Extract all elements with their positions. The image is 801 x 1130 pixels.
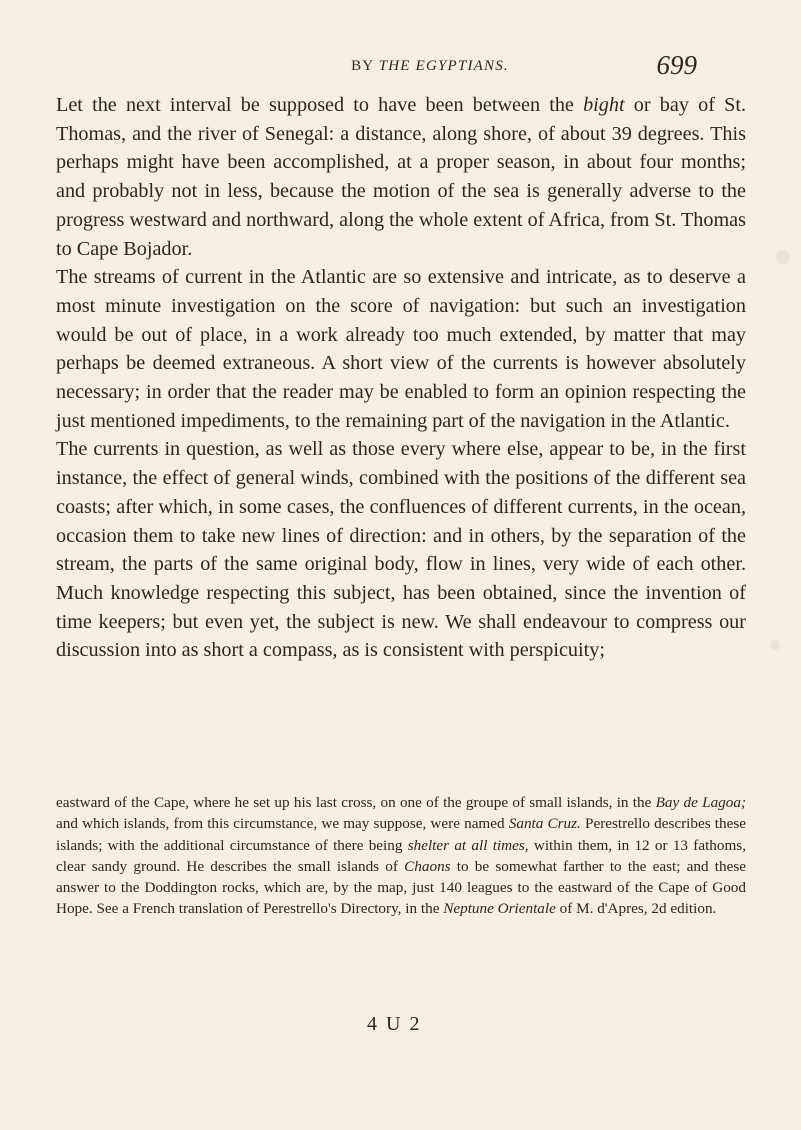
- paragraph-2: The streams of current in the Atlantic are so extensive and intricate, as to deserve a most minute investigation on the score of navigation: but such an investigation would be out of place, in a work already too much extended, by matter that may perhaps be deemed extraneous. A short view of the currents is however absolutely necessary; in order that the reader may be enabled to form an opinion respecting the just mentioned impediments, to the remaining part of the navigation in the Atlantic.: [56, 266, 746, 432]
- running-head-title: THE EGYPTIANS.: [378, 58, 509, 74]
- paragraph-3: The currents in question, as well as those every where else, appear to be, in the first instance, the effect of general winds, combined with the positions of the different sea coasts; after which, in some cases, the confluences of different currents, in the ocean, occasion them to take new lines of direction: and in others, by the separation of the stream, the parts of the same original body, flow in lines, very wide of each other. Much knowledge respecting this subject, has been obtained, since the invention of time keepers; but even yet, the subject is new. We shall endeavour to compress our discussion into as short a compass, as is consistent with perspicuity;: [56, 438, 746, 662]
- footnote-text: Perestrello describes these islands; with the additional circumstance of there being: [56, 815, 746, 854]
- footnote-text: to be somewhat farther to the east; and these answer to the Doddington rocks, which are, by the map, just 140 leagues to the eastward of the Cape of Good Hope. See a French translation of Perestrello's Directory, in the: [56, 857, 746, 918]
- footnote-italic: Bay de Lagoa;: [655, 794, 746, 811]
- main-text: [56, 91, 746, 665]
- footnote-text: , within them, in 12 or 13 fathoms, clear sandy ground. He describes the small islands of: [56, 836, 747, 875]
- paragraph-1: [56, 91, 746, 263]
- footnote-italic: Chaons: [404, 857, 451, 875]
- footnote-italic: Santa Cruz.: [508, 815, 581, 833]
- paragraph-1-start: Let the next interval be supposed to have been between the: [56, 94, 584, 116]
- paper-stain: [776, 250, 790, 264]
- running-head-prefix: BY: [351, 58, 379, 74]
- footnote-text: eastward of the Cape, where he set up his last cross, on one of the groupe of small islands, in the: [56, 794, 656, 811]
- paragraph-1-end: or bay of St. Thomas, and the river of Senegal: a distance, along shore, of about 39 degrees. This perhaps might have been accomplished, at a proper season, in about four months; and probably not in less, because the motion of the sea is generally adverse to the progress westward and northward, along the whole extent of Africa, from St. Thomas to Cape Bojador.: [56, 94, 746, 260]
- signature-mark: 4 U 2: [367, 1013, 422, 1035]
- bight-emphasis: bight: [583, 94, 625, 116]
- footnote: [56, 792, 746, 920]
- footnote-text: and which islands, from this circumstance, we may suppose, were named: [56, 815, 509, 833]
- footnote-italic: shelter at all times: [407, 836, 525, 854]
- footnote-text: of M. d'Apres, 2d edition.: [555, 900, 717, 918]
- paper-stain: [770, 640, 780, 650]
- running-head: [215, 58, 645, 75]
- page-number: 699: [656, 50, 697, 80]
- footnote-italic: Neptune Orientale: [443, 900, 556, 918]
